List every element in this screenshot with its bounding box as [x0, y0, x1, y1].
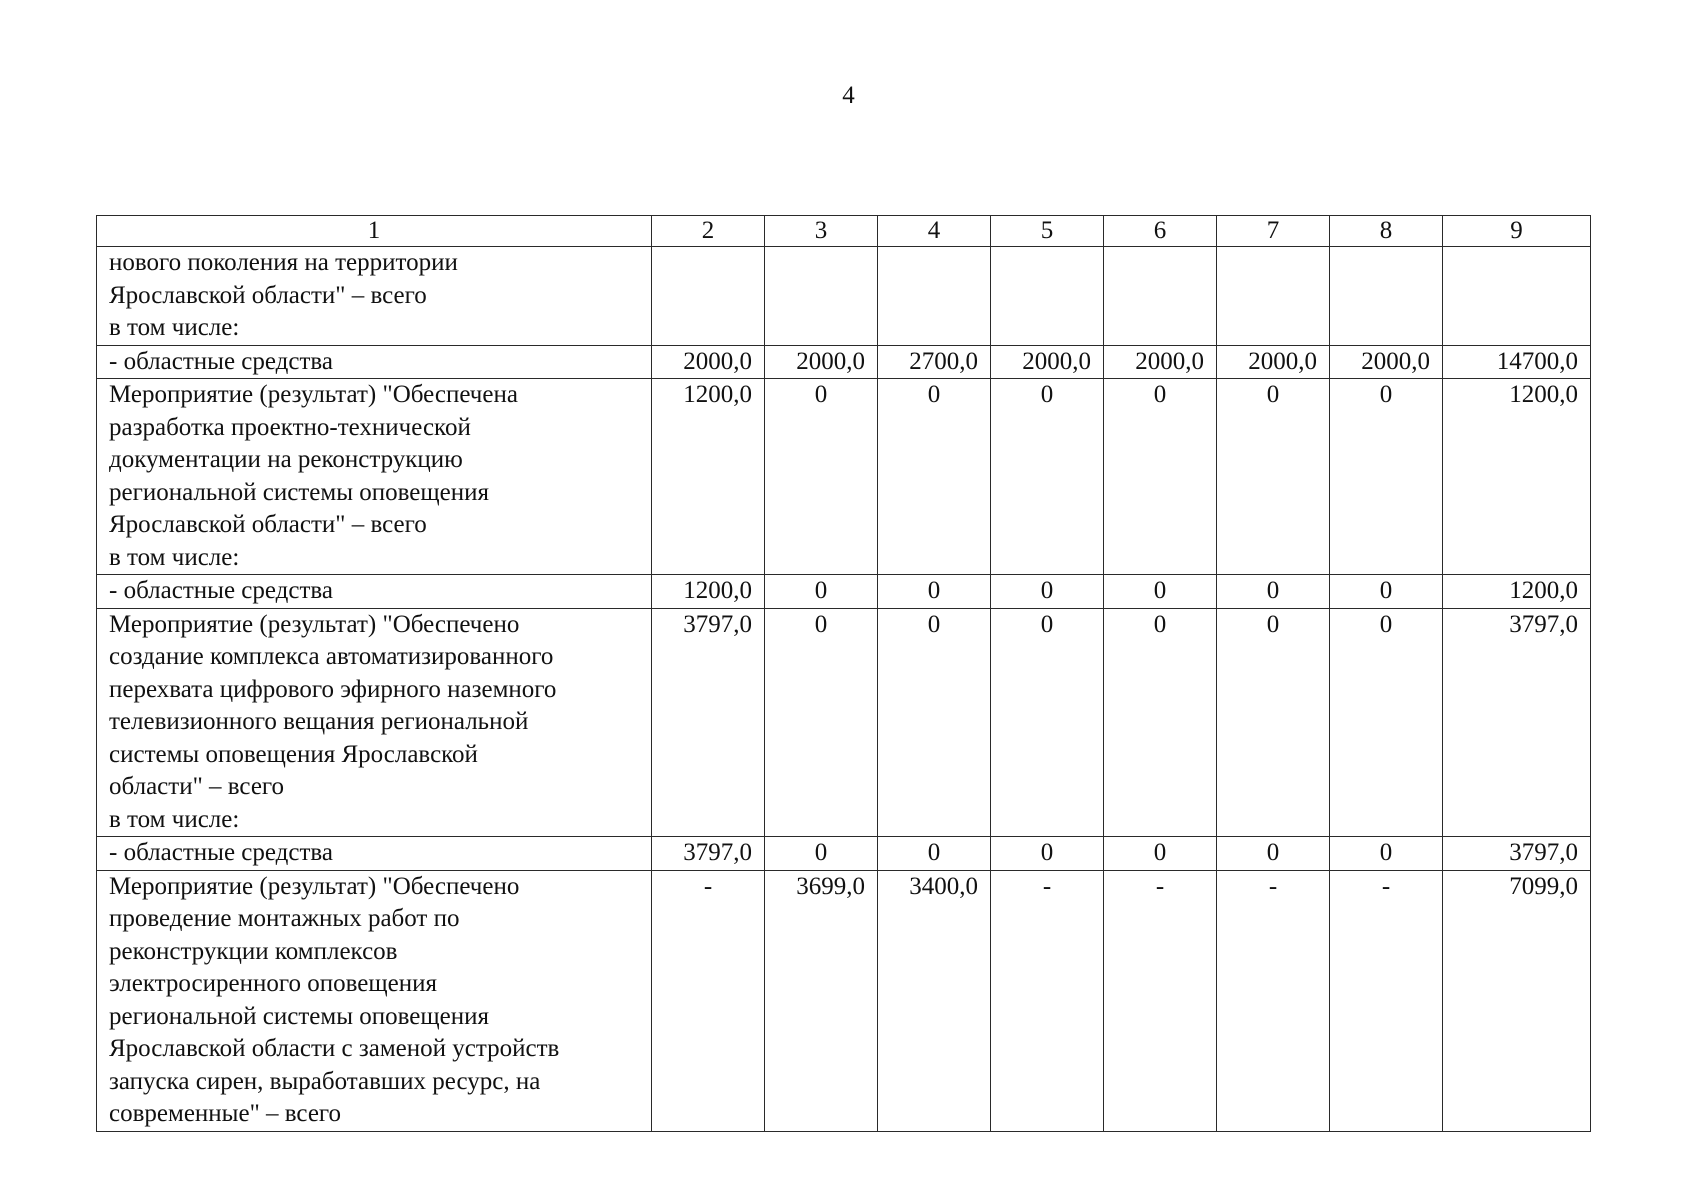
- value-cell: 0: [1217, 575, 1330, 609]
- value-cell: 2000,0: [1330, 345, 1443, 379]
- header-cell: 9: [1443, 216, 1591, 247]
- row-name-line: региональной системы оповещения: [109, 478, 490, 506]
- value-cell: [1217, 247, 1330, 346]
- value-cell: -: [1104, 870, 1217, 1131]
- row-name-line: системы оповещения Ярославской: [109, 740, 478, 768]
- value-cell: 1200,0: [1443, 575, 1591, 609]
- row-name-line: - областные средства: [109, 577, 333, 604]
- row-name-cell: [97, 870, 652, 1131]
- table-row: [97, 247, 1591, 346]
- row-name-cell: [97, 379, 652, 575]
- value-cell: 3797,0: [652, 608, 765, 837]
- header-cell: 4: [878, 216, 991, 247]
- table-row: [97, 870, 1591, 1131]
- row-name-line: Мероприятие (результат) "Обеспечена: [109, 381, 518, 408]
- row-name-line: документации на реконструкцию: [109, 446, 463, 473]
- table-header-row: [97, 216, 1591, 247]
- value-cell: 0: [1104, 608, 1217, 837]
- row-name-line: Мероприятие (результат) "Обеспечено: [109, 610, 520, 638]
- header-cell: 7: [1217, 216, 1330, 247]
- value-cell: 0: [1217, 379, 1330, 575]
- row-name-line: электросиренного оповещения: [109, 970, 437, 997]
- table-row: [97, 837, 1591, 871]
- value-cell: 7099,0: [1443, 870, 1591, 1131]
- value-cell: 0: [1330, 608, 1443, 837]
- value-cell: [765, 247, 878, 346]
- value-cell: 0: [765, 379, 878, 575]
- value-cell: [991, 247, 1104, 346]
- value-cell: [1104, 247, 1217, 346]
- value-cell: 0: [878, 575, 991, 609]
- row-name-line: нового поколения на территории: [109, 249, 458, 276]
- row-name-line: проведение монтажных работ по: [109, 905, 460, 932]
- value-cell: 0: [1217, 608, 1330, 837]
- row-name-line: запуска сирен, выработавших ресурс, на: [109, 1067, 541, 1095]
- value-cell: 2000,0: [1217, 345, 1330, 379]
- value-cell: 1200,0: [652, 379, 765, 575]
- value-cell: -: [1330, 870, 1443, 1131]
- value-cell: 3797,0: [1443, 608, 1591, 837]
- financing-table: [96, 215, 1591, 1132]
- row-name-line: реконструкции комплексов: [109, 937, 398, 965]
- row-name-cell: [97, 575, 652, 609]
- value-cell: 2700,0: [878, 345, 991, 379]
- value-cell: 0: [991, 379, 1104, 575]
- row-name-line: региональной системы оповещения: [109, 1002, 490, 1030]
- table-row: [97, 608, 1591, 837]
- value-cell: 1200,0: [652, 575, 765, 609]
- header-cell: 8: [1330, 216, 1443, 247]
- header-cell: 3: [765, 216, 878, 247]
- row-name-line: области" – всего: [109, 773, 285, 800]
- value-cell: 2000,0: [1104, 345, 1217, 379]
- header-cell: 2: [652, 216, 765, 247]
- row-name-line: современные" – всего: [109, 1100, 342, 1127]
- value-cell: 0: [1330, 379, 1443, 575]
- table-row: [97, 379, 1591, 575]
- value-cell: 2000,0: [991, 345, 1104, 379]
- value-cell: 3797,0: [1443, 837, 1591, 871]
- value-cell: -: [1217, 870, 1330, 1131]
- value-cell: 3400,0: [878, 870, 991, 1131]
- value-cell: 0: [1330, 575, 1443, 609]
- row-name-cell: [97, 247, 652, 346]
- value-cell: 1200,0: [1443, 379, 1591, 575]
- value-cell: 0: [991, 837, 1104, 871]
- value-cell: 0: [878, 608, 991, 837]
- row-name-line: в том числе:: [109, 314, 240, 341]
- value-cell: 0: [765, 608, 878, 837]
- page-number: 4: [842, 82, 855, 109]
- row-name-line: создание комплекса автоматизированного: [109, 643, 554, 670]
- row-name-line: Ярославской области с заменой устройств: [109, 1035, 560, 1062]
- row-name-cell: [97, 608, 652, 837]
- value-cell: 0: [765, 837, 878, 871]
- row-name-line: разработка проектно-технической: [109, 413, 471, 441]
- header-cell: 5: [991, 216, 1104, 247]
- row-name-line: Ярославской области" – всего: [109, 281, 427, 309]
- value-cell: [652, 247, 765, 346]
- value-cell: 14700,0: [1443, 345, 1591, 379]
- value-cell: 3699,0: [765, 870, 878, 1131]
- value-cell: 0: [1330, 837, 1443, 871]
- value-cell: 0: [878, 837, 991, 871]
- value-cell: 0: [765, 575, 878, 609]
- header-cell: 6: [1104, 216, 1217, 247]
- value-cell: 2000,0: [765, 345, 878, 379]
- value-cell: [1330, 247, 1443, 346]
- value-cell: 0: [991, 608, 1104, 837]
- value-cell: 3797,0: [652, 837, 765, 871]
- value-cell: 0: [878, 379, 991, 575]
- row-name-line: телевизионного вещания региональной: [109, 708, 529, 735]
- row-name-line: в том числе:: [109, 805, 240, 833]
- value-cell: 0: [1104, 575, 1217, 609]
- header-cell: 1: [97, 216, 652, 247]
- row-name-line: в том числе:: [109, 543, 240, 571]
- value-cell: 0: [1104, 837, 1217, 871]
- row-name-cell: [97, 345, 652, 379]
- row-name-line: перехвата цифрового эфирного наземного: [109, 675, 557, 703]
- value-cell: 2000,0: [652, 345, 765, 379]
- row-name-line: - областные средства: [109, 347, 333, 375]
- row-name-line: Мероприятие (результат) "Обеспечено: [109, 872, 520, 900]
- value-cell: 0: [1104, 379, 1217, 575]
- row-name-cell: [97, 837, 652, 871]
- value-cell: [1443, 247, 1591, 346]
- value-cell: -: [652, 870, 765, 1131]
- value-cell: 0: [1217, 837, 1330, 871]
- row-name-line: Ярославской области" – всего: [109, 511, 427, 538]
- table-row: [97, 345, 1591, 379]
- row-name-line: - областные средства: [109, 839, 333, 866]
- table-row: [97, 575, 1591, 609]
- value-cell: 0: [991, 575, 1104, 609]
- value-cell: [878, 247, 991, 346]
- value-cell: -: [991, 870, 1104, 1131]
